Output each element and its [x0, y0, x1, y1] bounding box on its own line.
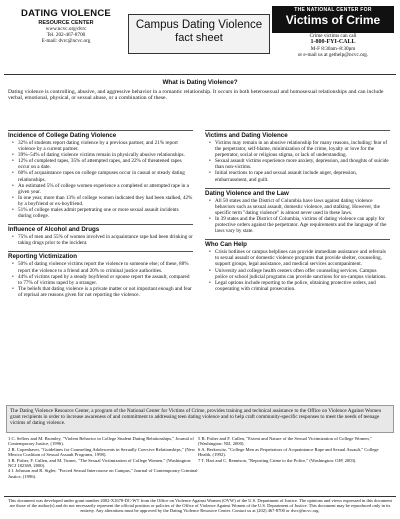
section-title: Who Can Help: [205, 239, 390, 248]
section-victims: [205, 130, 390, 183]
list-item: • 51% of college males admit perpetrating one or more sexual assault incidents during college.: [14, 207, 193, 219]
list-item: • In 39 states and the District of Columbia, victims of dating violence can apply for protective orders against the perpetrator. Age requirements and the language of the laws vary by state.: [211, 216, 390, 234]
page-title: Campus Dating Violence: [135, 19, 263, 31]
list-item: • 75% of men and 55% of women involved in acquaintance rape had been drinking or taking drugs prior to the incident.: [14, 234, 193, 246]
ncvc-logo-main: Victims of Crime: [285, 13, 381, 27]
title-box: [128, 14, 270, 54]
list-item: • 12% of completed rapes, 35% of attempted rapes, and 22% of threatened rapes occur on a date.: [14, 158, 193, 170]
references: [8, 436, 392, 479]
intro-heading: What is Dating Violence?: [162, 79, 238, 86]
ncvc-block: [272, 6, 394, 59]
ncvc-logo-top: THE NATIONAL CENTER FOR: [294, 7, 372, 13]
reference-item: 2 B. Copenhaver, "Guidelines for Counseling Adolescents in Sexually Coercive Relationships," (New Mexico Coalition of Sexual Assault Programs, 1998).: [8, 446, 196, 458]
dvrc-phone: Tel. 202-467-8700: [46, 32, 86, 38]
dvrc-web-link[interactable]: www.ncvc.org/dvrc: [45, 26, 87, 32]
ncvc-hotline: 1-800-FYI-CALL: [310, 39, 356, 46]
section-alcohol: [8, 224, 193, 246]
list-item: • In one year, more than 13% of college women indicated they had been stalked, 42% by a boyfriend or ex-boyfriend.: [14, 195, 193, 207]
page-subtitle: fact sheet: [175, 32, 223, 44]
dvrc-brand: DATING VIOLENCE: [21, 8, 111, 19]
list-item: • 44% of victims raped by a steady boyfriend or spouse report the assault, compared to 77% of victims raped by a stranger.: [14, 274, 193, 286]
section-title: Incidence of College Dating Violence: [8, 130, 193, 139]
reference-item: 7 T. Hart and C. Rennison, "Reporting Crime to the Police," (Washington: OJP, 2003).: [198, 457, 357, 463]
references-left: [8, 436, 198, 479]
section-help: [205, 239, 390, 292]
ncvc-logo: [272, 6, 394, 33]
ncvc-email[interactable]: or e-mail us at gethelp@ncvc.org.: [297, 52, 369, 59]
list-item: • Victims may remain in an abusive relationship for many reasons, including: fear of the perpetrator, self-blame, minimization of the crime, loyalty or love for the perpetrator, social or religious stigma, or lack of understanding.: [211, 140, 390, 158]
footer-divider: [4, 496, 396, 497]
header-divider: [4, 74, 396, 75]
dvrc-brand-sub: RESOURCE CENTER: [38, 20, 94, 26]
dvrc-email[interactable]: E-mail: dvrc@ncvc.org: [41, 38, 91, 44]
intro-text: Dating violence is controlling, abusive, and aggressive behavior in a romantic relationship. It occurs in both heterosexual and homosexual relationships and can include verbal, emotional, physical, or sexual abuse, or a combination of these.: [8, 88, 384, 102]
list-item: • Crisis hotlines or campus helplines can provide immediate assistance and referrals to sexual assault or domestic violence programs that provide shelter, counseling, support groups, legal assistance, and medical services accompaniment.: [211, 249, 390, 267]
list-item: • Legal options include reporting to the police, obtaining protective orders, and cooperating with criminal prosecution.: [211, 280, 390, 292]
footer-disclaimer: This document was developed under grant number 2002-X1678-DC-WT from the Office on Violence Against Women (OVW) of the U.S. Department of Justice. The opinions and views expressed in this document are those of the author(s) and do not necessarily represent the official position or policies of the Office of Violence Against Women of the U.S. Department of Justice. This document may be reproduced only in its entirety. Any alterations must be approved by the Dating Violence Resource Center. Contact us at (202) 467-8700 or dvrc@ncvc.org.: [8, 498, 392, 514]
list-item: • 60% of acquaintance rapes on college campuses occur in casual or steady dating relationships.: [14, 170, 193, 182]
section-title: Reporting Victimization: [8, 251, 193, 260]
section-title: Victims and Dating Violence: [205, 130, 390, 139]
list-item: • 39%–54% of dating violence victims remain in physically abusive relationships.: [14, 152, 193, 158]
about-box: The Dating Violence Resource Center, a program of the National Center for Victims of Crime, provides training and technical assistance to the Office on Violence Against Women grant recipients in order to increase awareness of and commitment to addressing teen dating violence and to help craft community-specific responses to meet the needs of teenage victims of dating violence.: [6, 405, 394, 433]
reference-item: 1 C. Sellers and M. Bromley, "Violent Behavior in College Student Dating Relationships," Journal of Contemporary Justice, (1996).: [8, 436, 194, 447]
list-item: • University and college health centers often offer counseling services. Campus police or school judicial programs can provide sanctions for on-campus violations.: [211, 268, 390, 280]
list-item: • Sexual assault victims experience more anxiety, depression, and thoughts of suicide than non-victims.: [211, 158, 390, 170]
list-item: • 32% of students report dating violence by a previous partner, and 21% report violence by a current partner.: [14, 140, 193, 152]
list-item: • The beliefs that dating violence is a private matter or not important enough and fear of reprisal are reasons given for not reporting the violence.: [14, 286, 193, 298]
reference-item: 4 I. Johnson and R. Sigler, "Forced Sexual Intercourse on Campus," Journal of Contemporary Criminal Justice, (1996).: [8, 468, 198, 479]
reference-item: 5 B. Fisher and F. Cullen, "Extent and Nature of the Sexual Victimization of College Women," (Washington: NIJ, 2000).: [198, 436, 372, 447]
references-right: [198, 436, 388, 463]
section-title: Dating Violence and the Law: [205, 188, 390, 197]
section-reporting: [8, 251, 193, 298]
dvrc-logo-block: [6, 8, 126, 44]
left-column: [8, 130, 193, 303]
list-item: • All 50 states and the District of Columbia have laws against dating violence behaviors such as sexual assault, domestic violence, and stalking. However, the specific term "dating violence" is almost never used in these laws.: [211, 198, 390, 216]
reference-item: 3 B. Fisher, F. Cullen, and M. Turner, "The Sexual Victimization of College Women," (Washington: NCJ 182369, 2000).: [8, 457, 192, 469]
section-title: Influence of Alcohol and Drugs: [8, 224, 193, 233]
intro-section: [8, 80, 392, 102]
list-item: • Initial reactions to rape and sexual assault include anger, depression, embarrassment, and guilt.: [211, 170, 390, 182]
reference-item: 6 A. Berkowitz, "College Men as Perpetrators of Acquaintance Rape and Sexual Assault," College Health, (1992).: [198, 446, 379, 458]
section-incidence: [8, 130, 193, 219]
list-item: • 50% of dating violence victims report the violence to someone else; of these, 88% report the violence to a friend and 20% to criminal justice authorities.: [14, 261, 193, 273]
ncvc-hours: M-F 8:30am–8:30pm: [310, 45, 356, 52]
list-item: • An estimated 5% of college women experience a completed or attempted rape in a given year.: [14, 183, 193, 195]
ncvc-call-label: Crime victims can call: [309, 33, 357, 39]
right-column: [205, 130, 390, 297]
section-law: [205, 188, 390, 235]
